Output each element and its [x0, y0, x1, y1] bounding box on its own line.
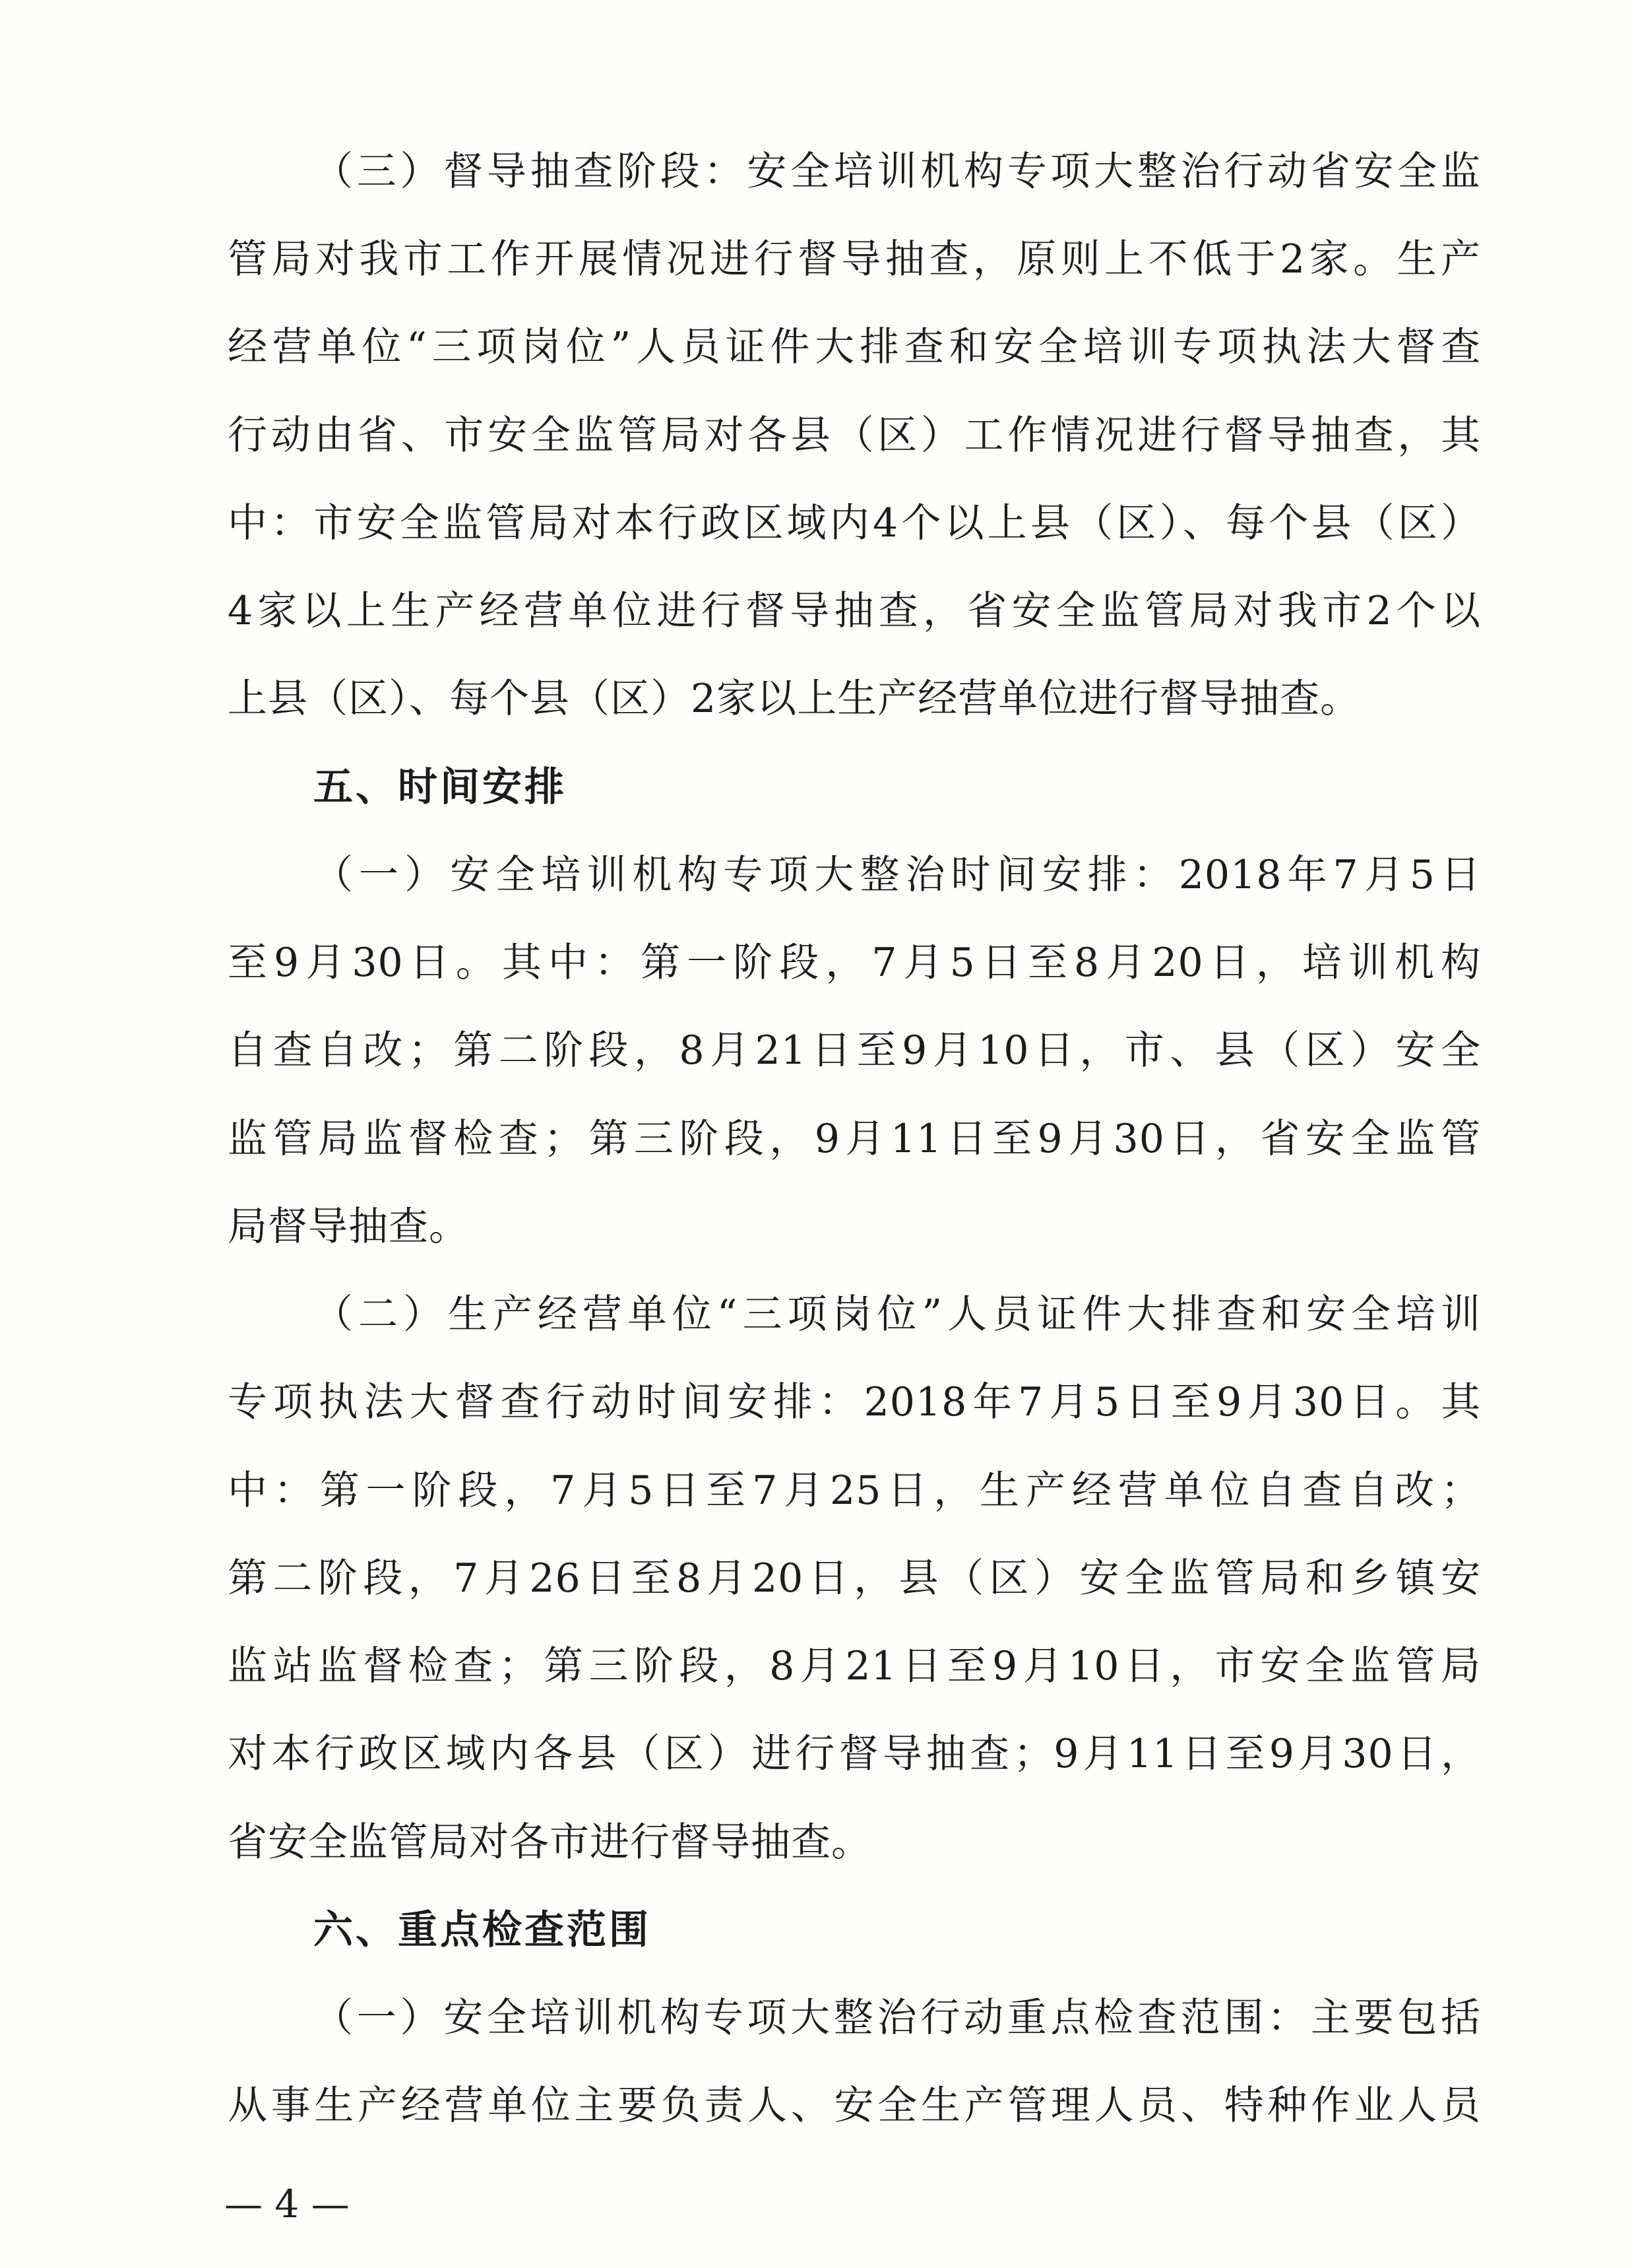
section-heading-inspection-scope: 六、重点检查范围 [313, 1907, 651, 1953]
item5-2-line-4: 第二阶段，7月26日至8月20日，县（区）安全监管局和乡镇安 [228, 1555, 1481, 1602]
item5-2-line-1: （二）生产经营单位“三项岗位”人员证件大排查和安全培训 [313, 1291, 1481, 1338]
item5-1-line-2: 至9月30日。其中：第一阶段，7月5日至8月20日，培训机构 [228, 940, 1481, 986]
section3-line-1: （三）督导抽查阶段：安全培训机构专项大整治行动省安全监 [313, 148, 1481, 195]
section3-line-6: 4家以上生产经营单位进行督导抽查，省安全监管局对我市2个以 [228, 588, 1481, 634]
section3-line-7: 上县（区）、每个县（区）2家以上生产经营单位进行督导抽查。 [228, 676, 1361, 722]
section3-line-4: 行动由省、市安全监管局对各县（区）工作情况进行督导抽查，其 [228, 412, 1481, 459]
item5-2-line-6: 对本行政区域内各县（区）进行督导抽查；9月11日至9月30日， [228, 1731, 1481, 1777]
section3-line-5: 中：市安全监管局对本行政区域内4个以上县（区）、每个县（区） [228, 500, 1481, 546]
section-heading-schedule: 五、时间安排 [313, 764, 567, 810]
item5-2-line-2: 专项执法大督查行动时间安排：2018年7月5日至9月30日。其 [228, 1379, 1481, 1425]
item5-2-line-7: 省安全监管局对各市进行督导抽查。 [228, 1819, 871, 1865]
item6-1-line-2: 从事生产经营单位主要负责人、安全生产管理人员、特种作业人员 [228, 2083, 1481, 2129]
section3-line-2: 管局对我市工作开展情况进行督导抽查，原则上不低于2家。生产 [228, 236, 1481, 282]
section3-line-3: 经营单位“三项岗位”人员证件大排查和安全培训专项执法大督查 [228, 324, 1481, 370]
item5-2-line-3: 中：第一阶段，7月5日至7月25日，生产经营单位自查自改； [228, 1468, 1481, 1514]
item5-1-line-4: 监管局监督检查；第三阶段，9月11日至9月30日，省安全监管 [228, 1116, 1481, 1162]
item5-1-line-3: 自查自改；第二阶段，8月21日至9月10日，市、县（区）安全 [228, 1027, 1481, 1074]
item6-1-line-1: （一）安全培训机构专项大整治行动重点检查范围：主要包括 [313, 1995, 1481, 2041]
item5-1-line-5: 局督导抽查。 [228, 1204, 469, 1250]
item5-2-line-5: 监站监督检查；第三阶段，8月21日至9月10日，市安全监管局 [228, 1643, 1481, 1689]
page-number: — 4 — [224, 2182, 350, 2226]
item5-1-line-1: （一）安全培训机构专项大整治时间安排：2018年7月5日 [313, 852, 1481, 898]
